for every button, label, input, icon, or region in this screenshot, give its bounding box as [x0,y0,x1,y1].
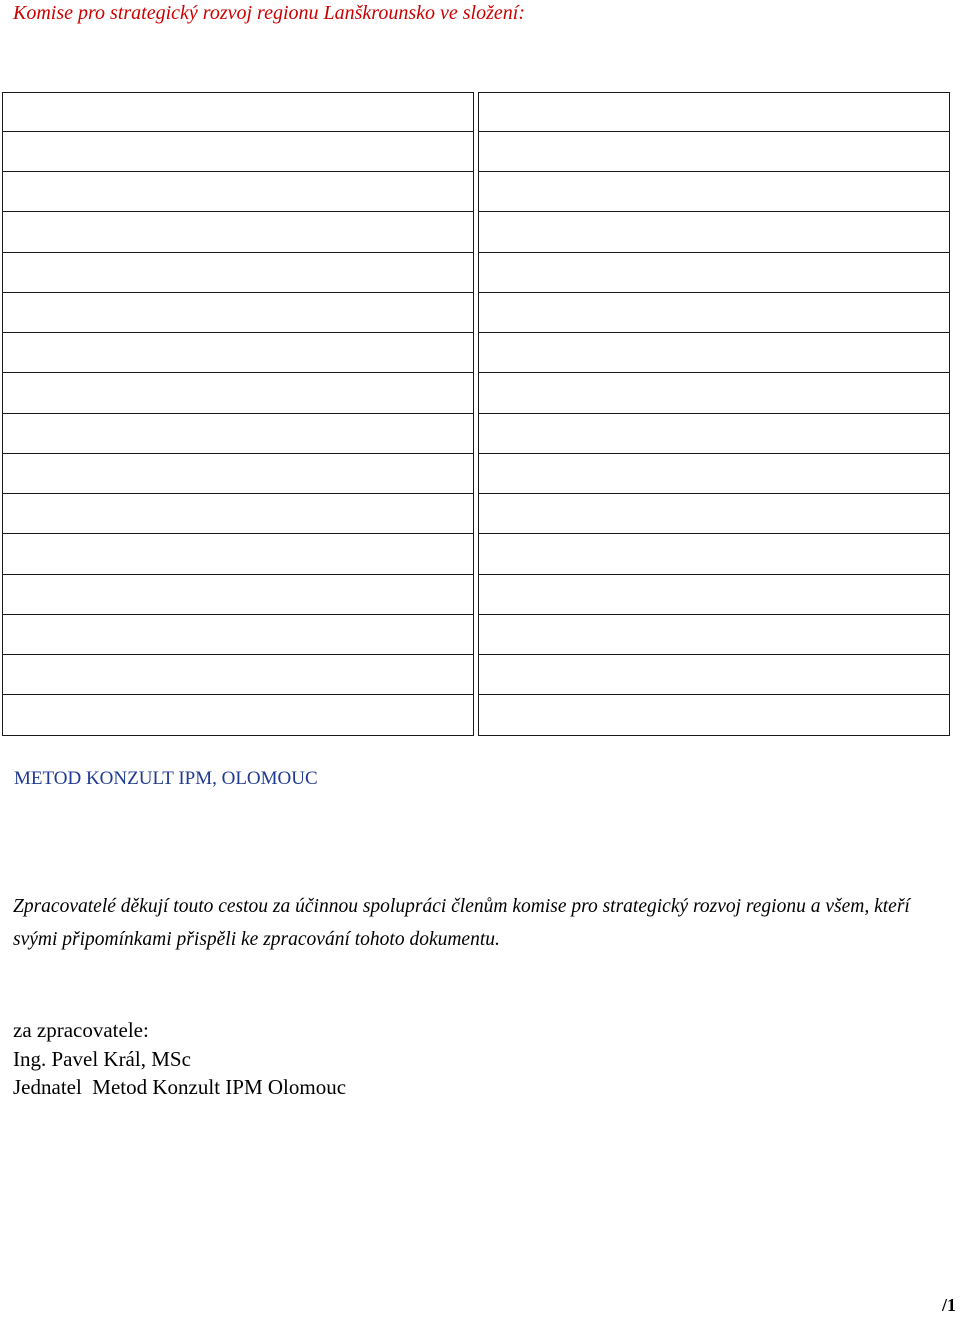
table-cell [2,292,474,334]
table-cell [2,171,474,213]
table-cell [478,292,950,334]
table-cell [478,332,950,374]
table-cell [478,694,950,736]
table-cell [2,211,474,253]
acknowledgement-paragraph: Zpracovatelé děkují touto cestou za účinnou spolupráci členům komise pro strategický rozvoj regionu a všem, kteří svými připomínkami přispěli ke zpracování tohoto dokumentu. [13,896,910,950]
table-cell [2,413,474,455]
signature-block [13,1016,346,1102]
table-cell [2,453,474,495]
table-cell [2,252,474,294]
table-cell [478,533,950,575]
page-heading: Komise pro strategický rozvoj regionu Lanškrounsko ve složení: [13,2,525,24]
table-cell [2,654,474,696]
page-number: /1 [941,1295,956,1315]
table-cell [2,574,474,616]
commission-members-table [2,92,950,736]
table-cell [478,252,950,294]
signatory-role: Jednatel Metod Konzult IPM Olomouc [13,1075,347,1099]
signature-label: za zpracovatele: [13,1018,149,1042]
table-cell [478,372,950,414]
table-cell [478,413,950,455]
table-cell [2,694,474,736]
table-cell [478,453,950,495]
table-cell [478,574,950,616]
table-cell [478,171,950,213]
table-cell [478,654,950,696]
table-cell [2,92,474,132]
table-cell [2,614,474,656]
table-cell [2,131,474,173]
table-cell [2,533,474,575]
table-cell [478,614,950,656]
table-cell [478,493,950,535]
table-cell [2,332,474,374]
company-name: METOD KONZULT IPM, OLOMOUC [14,768,318,789]
table-cell [478,211,950,253]
table-cell [2,493,474,535]
table-cell [478,92,950,132]
table-cell [478,131,950,173]
signatory-name: Ing. Pavel Král, MSc [13,1046,191,1071]
table-cell [2,372,474,414]
